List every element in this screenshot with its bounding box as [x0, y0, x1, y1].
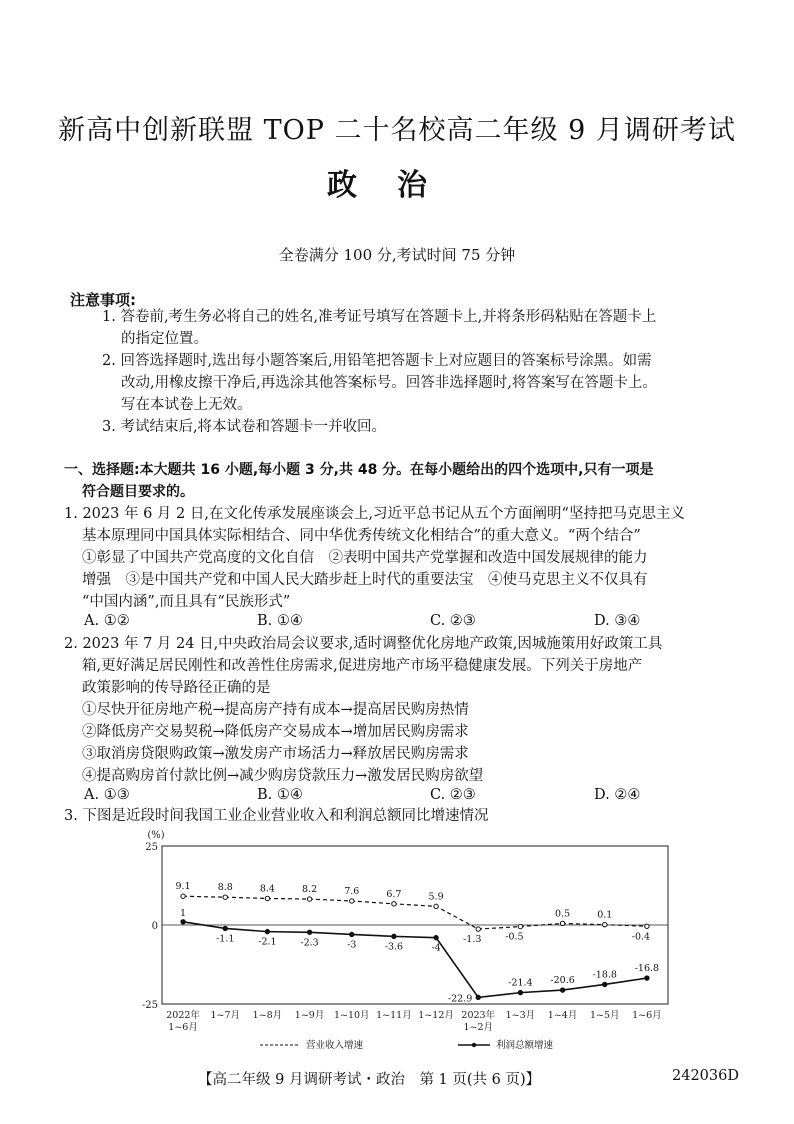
q1-stem: 基本原理同中国具体实际相结合、同中华优秀传统文化相结合”的重大意义。“两个结合”: [82, 528, 641, 544]
legend-revenue-label: 营业收入增速: [306, 1040, 364, 1051]
x-tick-label: 1~8月: [252, 1010, 283, 1021]
q1-statement: 增强 ③是中国共产党和中国人民大踏步赶上时代的重要法宝 ④使马克思主义不仅具有: [82, 572, 648, 588]
profit-point: [223, 926, 227, 930]
q2-statement: ②降低房产交易契税→降低房产交易成本→增加居民购房需求: [82, 724, 469, 740]
profit-point: [560, 988, 564, 992]
revenue-data-label: 8.8: [217, 882, 233, 894]
profit-point: [434, 935, 438, 939]
profit-data-label: -2.1: [258, 936, 277, 948]
profit-data-label: -3: [347, 939, 357, 951]
profit-data-label: -21.4: [508, 977, 533, 989]
q2-stem: 政策影响的传导路径正确的是: [82, 680, 271, 696]
q2-option-c: C. ②③: [430, 787, 476, 803]
notice-line: 改动,用橡皮擦干净后,再选涂其他答案标号。回答非选择题时,将答案写在答题卡上。: [121, 375, 657, 391]
q1-option-b: B. ①④: [257, 613, 303, 629]
q1-option-a: A. ①②: [84, 613, 130, 629]
x-tick-label: 1~2月: [463, 1022, 494, 1033]
growth-chart: [140, 826, 700, 1056]
x-tick-label: 1~6月: [632, 1010, 662, 1021]
revenue-data-label: 7.6: [344, 885, 360, 897]
profit-data-label: -16.8: [634, 963, 660, 975]
profit-point: [645, 976, 649, 980]
revenue-data-label: 8.4: [259, 883, 275, 895]
notice-line: 的指定位置。: [121, 331, 208, 347]
y-tick-label: 25: [145, 842, 158, 853]
x-tick-label: 2023年: [461, 1010, 496, 1021]
x-tick-label: 1~7月: [210, 1010, 241, 1021]
revenue-point: [560, 921, 564, 925]
revenue-data-label: 6.7: [386, 888, 402, 900]
q2-stem: 箱,更好满足居民刚性和改善性住房需求,促进房地产市场平稳健康发展。下列关于房地产: [82, 658, 643, 674]
q2-options: [0, 785, 794, 805]
profit-data-label: -4: [431, 942, 441, 954]
profit-growth-line: [183, 922, 647, 998]
profit-data-label: -3.6: [384, 941, 404, 953]
revenue-data-label: 0.5: [555, 908, 571, 920]
profit-data-label: 1: [180, 907, 187, 919]
page-footer: 【高二年级 9 月调研考试・政治 第 1 页(共 6 页)】: [198, 1072, 541, 1088]
profit-data-label: -2.3: [300, 937, 319, 949]
profit-data-label: -20.6: [550, 975, 575, 987]
profit-point: [181, 920, 185, 924]
profit-data-label: -18.8: [592, 969, 617, 981]
profit-point: [518, 990, 522, 994]
exam-title: 新高中创新联盟 TOP 二十名校高二年级 9 月调研考试: [58, 115, 736, 146]
x-tick-label: 1~3月: [505, 1010, 536, 1021]
revenue-point: [476, 927, 480, 931]
revenue-data-label: -1.3: [463, 934, 482, 946]
profit-point: [476, 995, 480, 999]
revenue-data-label: 9.1: [175, 881, 191, 893]
revenue-point: [350, 899, 354, 903]
q1-option-c: C. ②③: [430, 613, 476, 629]
profit-point: [350, 932, 354, 936]
growth-chart-svg: [140, 826, 700, 1056]
revenue-data-label: 8.2: [302, 884, 318, 896]
revenue-point: [645, 924, 649, 928]
section-heading-cont: 符合题目要求的。: [82, 484, 194, 500]
revenue-point: [392, 902, 396, 906]
profit-point: [265, 929, 269, 933]
q2-statement: ④提高购房首付款比例→减少购房贷款压力→激发居民购房欲望: [82, 768, 484, 784]
revenue-point: [603, 922, 607, 926]
revenue-point: [265, 896, 269, 900]
q1-statement: ①彰显了中国共产党高度的文化自信 ②表明中国共产党掌握和改造中国发展规律的能力: [82, 550, 648, 566]
profit-point: [307, 930, 311, 934]
x-tick-label: 1~5月: [589, 1010, 620, 1021]
profit-point: [603, 982, 607, 986]
y-unit-label: (%): [147, 830, 165, 841]
q2-option-b: B. ①④: [257, 787, 303, 803]
revenue-data-label: -0.4: [631, 931, 651, 943]
x-tick-label: 1~10月: [333, 1010, 370, 1021]
revenue-point: [307, 897, 311, 901]
revenue-growth-line: [183, 896, 647, 929]
revenue-point: [434, 904, 438, 908]
y-tick-label: -25: [141, 1000, 158, 1011]
notice-line: 1. 答卷前,考生务必将自己的姓名,准考证号填写在答题卡上,并将条形码粘贴在答题卡上: [102, 309, 657, 325]
revenue-point: [181, 894, 185, 898]
x-tick-label: 1~11月: [376, 1010, 412, 1021]
y-tick-label: 0: [151, 921, 158, 932]
q1-statement: “中国内涵”,而且具有“民族形式”: [82, 594, 291, 610]
revenue-data-label: 5.9: [428, 891, 444, 903]
profit-data-label: -1.1: [216, 933, 235, 945]
q2-option-a: A. ①③: [84, 787, 130, 803]
x-tick-label: 1~12月: [418, 1010, 454, 1021]
profit-data-label: -22.9: [447, 993, 473, 1005]
notice-line: 3. 考试结束后,将本试卷和答题卡一并收回。: [102, 419, 387, 435]
notice-line: 2. 回答选择题时,选出每小题答案后,用铅笔把答题卡上对应题目的答案标号涂黑。如需: [102, 353, 652, 369]
q2-statement: ①尽快开征房地产税→提高房产持有成本→提高居民购房热情: [82, 702, 469, 718]
q2-statement: ③取消房贷限购政策→激发房产市场活力→释放居民购房需求: [82, 746, 469, 762]
legend-profit-marker: [472, 1043, 476, 1047]
x-tick-label: 1~4月: [547, 1010, 578, 1021]
x-tick-label: 1~6月: [168, 1022, 198, 1033]
profit-point: [392, 934, 396, 938]
revenue-data-label: 0.1: [597, 909, 613, 921]
x-tick-label: 2022年: [166, 1010, 200, 1021]
q2-option-d: D. ②④: [594, 787, 641, 803]
x-tick-label: 1~9月: [294, 1010, 325, 1021]
notice-line: 写在本试卷上无效。: [121, 397, 252, 413]
q3-stem: 3. 下图是近段时间我国工业企业营业收入和利润总额同比增速情况: [64, 808, 489, 824]
notice-heading: 注意事项:: [70, 291, 136, 309]
exam-code: 242036D: [672, 1068, 739, 1084]
q1-options: [0, 611, 794, 631]
revenue-data-label: -0.5: [505, 931, 524, 943]
q1-option-d: D. ③④: [594, 613, 641, 629]
section-heading: 一、选择题:本大题共 16 小题,每小题 3 分,共 48 分。在每小题给出的四个选项中,只有一项是: [64, 462, 654, 478]
legend-profit-label: 利润总额增速: [496, 1040, 554, 1051]
q1-stem: 1. 2023 年 6 月 2 日,在文化传承发展座谈会上,习近平总书记从五个方面阐明“坚持把马克思主义: [64, 506, 685, 522]
revenue-point: [518, 924, 522, 928]
revenue-point: [223, 895, 227, 899]
q2-stem: 2. 2023 年 7 月 24 日,中央政治局会议要求,适时调整优化房地产政策,因城施策用好政策工具: [64, 636, 663, 652]
exam-info: 全卷满分 100 分,考试时间 75 分钟: [278, 246, 516, 264]
subject-title: 政治: [327, 168, 467, 203]
